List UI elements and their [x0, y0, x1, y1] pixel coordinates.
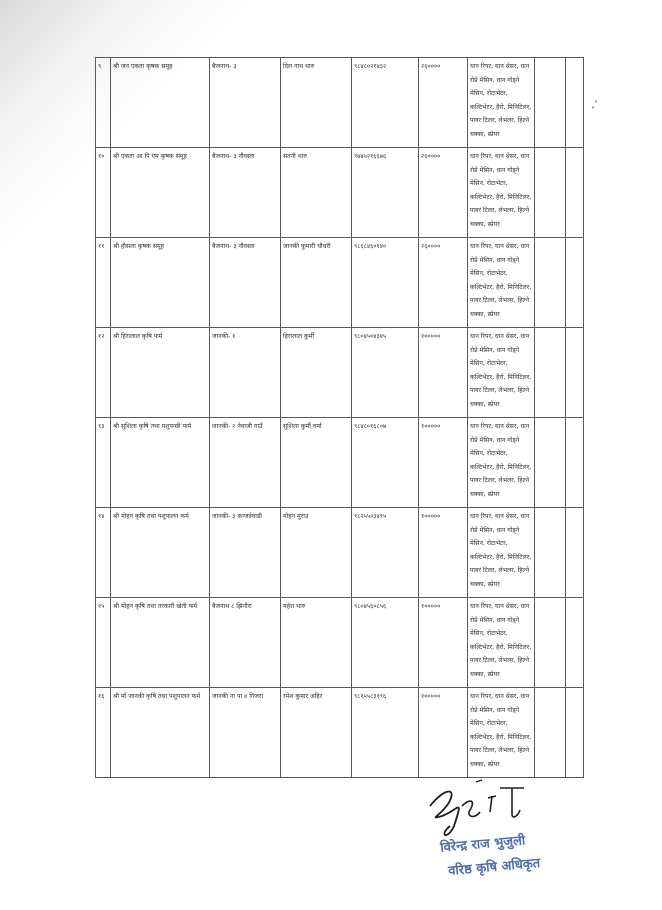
address-cell: बैजनाथ- ३ नौवस्ता [210, 148, 281, 238]
stray-mark: • [591, 104, 596, 112]
blank-cell [535, 148, 566, 238]
equipment-cell: धान रिपर, धान थ्रेसर, धान रोप्ने मेसिन, धान गोड्ने मेसिन, रोटाभेटर, कल्टिभेटर, हैरो, मिनिटिलर, पावर टिलर, लेभलर, हिल्ने चक्का, स्प्रेयर [468, 58, 535, 148]
stamp-title: वरिष्ठ कृषि अधिकृत [447, 856, 541, 879]
group-name-cell: श्री जन एकता कृषक समूह [111, 58, 210, 148]
contact-person-cell: सतनी थारु [281, 148, 352, 238]
beneficiary-table [95, 57, 584, 778]
table-row [96, 148, 584, 238]
address-cell: जानकी- १ [210, 328, 281, 418]
blank-cell [535, 238, 566, 328]
table-row [96, 418, 584, 508]
contact-person-cell: हिरालाल कुर्मी [281, 328, 352, 418]
equipment-cell: धान रिपर, धान थ्रेसर, धान रोप्ने मेसिन, धान गोड्ने मेसिन, रोटाभेटर, कल्टिभेटर, हैरो, मिनिटिलर, पावर टिलर, लेभलर, हिल्ने चक्का, स्प्रेयर [468, 238, 535, 328]
address-cell: बैजनाथ- ३ [210, 58, 281, 148]
group-name-cell: श्री एकता आ पि एम कृषक समूह [111, 148, 210, 238]
serial-number-cell: १४ [96, 508, 111, 598]
equipment-cell: धान रिपर, धान थ्रेसर, धान रोप्ने मेसिन, धान गोड्ने मेसिन, रोटाभेटर, कल्टिभेटर, हैरो, मिनिटिलर, पावर टिलर, लेभलर, हिल्ने चक्का, स्प्रेयर [468, 508, 535, 598]
serial-number-cell: ११ [96, 238, 111, 328]
serial-number-cell: ९ [96, 58, 111, 148]
table-row [96, 328, 584, 418]
blank-cell [566, 148, 584, 238]
equipment-cell: धान रिपर, धान थ्रेसर, धान रोप्ने मेसिन, धान गोड्ने मेसिन, रोटाभेटर, कल्टिभेटर, हैरो, मिनिटिलर, पावर टिलर, लेभलर, हिल्ने चक्का, स्प्रेयर [468, 598, 535, 688]
contact-person-cell: महेश थारु [281, 598, 352, 688]
blank-cell [566, 238, 584, 328]
blank-cell [535, 328, 566, 418]
phone-cell: ९८४८०२१४३२ [352, 58, 419, 148]
address-cell: जानकी- २ नेवाजी गाउँ [210, 418, 281, 508]
amount-cell: १००००० [419, 328, 468, 418]
amount-cell: १००००० [419, 598, 468, 688]
group-name-cell: श्री माँ जानकी कृषि तथा पशुपालन फर्म [111, 688, 210, 778]
blank-cell [566, 688, 584, 778]
blank-cell [566, 328, 584, 418]
blank-cell [566, 508, 584, 598]
blank-cell [535, 418, 566, 508]
contact-person-cell: रमेश कुमार अहिर [281, 688, 352, 778]
phone-cell: ९७४५२१६६७६ [352, 148, 419, 238]
group-name-cell: श्री हिरालाल कृषि फर्म [111, 328, 210, 418]
contact-person-cell: दिल नाथ थारु [281, 58, 352, 148]
group-name-cell: श्री मोहन कृषि तथा तरकारी खेती फर्म [111, 598, 210, 688]
equipment-cell: धान रिपर, धान थ्रेसर, धान रोप्ने मेसिन, धान गोड्ने मेसिन, रोटाभेटर, कल्टिभेटर, हैरो, मिनिटिलर, पावर टिलर, लेभलर, हिल्ने चक्का, स्प्रेयर [468, 418, 535, 508]
address-cell: बैजनाथ ८ झिनौरा [210, 598, 281, 688]
equipment-cell: धान रिपर, धान थ्रेसर, धान रोप्ने मेसिन, धान गोड्ने मेसिन, रोटाभेटर, कल्टिभेटर, हैरो, मिनिटिलर, पावर टिलर, लेभलर, हिल्ने चक्का, स्प्रेयर [468, 148, 535, 238]
address-cell: जानकी- ३ कन्जडेवाडी [210, 508, 281, 598]
amount-cell: २६०००० [419, 58, 468, 148]
serial-number-cell: १५ [96, 598, 111, 688]
table-row [96, 238, 584, 328]
amount-cell: २६०००० [419, 148, 468, 238]
serial-number-cell: १६ [96, 688, 111, 778]
table-row [96, 688, 584, 778]
equipment-cell: धान रिपर, धान थ्रेसर, धान रोप्ने मेसिन, धान गोड्ने मेसिन, रोटाभेटर, कल्टिभेटर, हैरो, मिनिटिलर, पावर टिलर, लेभलर, हिल्ने चक्का, स्प्रेयर [468, 688, 535, 778]
blank-cell [566, 598, 584, 688]
blank-cell [535, 598, 566, 688]
table-row [96, 598, 584, 688]
phone-cell: ९८०४५०४३४५ [352, 328, 419, 418]
blank-cell [566, 418, 584, 508]
blank-cell [535, 508, 566, 598]
phone-cell: ९८२५५०३४९५ [352, 508, 419, 598]
table-row [96, 508, 584, 598]
phone-cell: ९८४८०१६८०७ [352, 418, 419, 508]
phone-cell: ९८६८४६०१४० [352, 238, 419, 328]
blank-cell [535, 58, 566, 148]
amount-cell: २६०००० [419, 238, 468, 328]
contact-person-cell: मोहन मुराउ [281, 508, 352, 598]
table-row [96, 58, 584, 148]
blank-cell [566, 58, 584, 148]
amount-cell: १००००० [419, 688, 468, 778]
equipment-cell: धान रिपर, धान थ्रेसर, धान रोप्ने मेसिन, धान गोड्ने मेसिन, रोटाभेटर, कल्टिभेटर, हैरो, मिनिटिलर, पावर टिलर, लेभलर, हिल्ने चक्का, स्प्रेयर [468, 328, 535, 418]
serial-number-cell: १२ [96, 328, 111, 418]
group-name-cell: श्री मोहन कृषि तथा पशुपालन फर्म [111, 508, 210, 598]
address-cell: बैजनाथ- ३ नौवस्ता [210, 238, 281, 328]
stray-mark: • [594, 98, 599, 106]
blank-cell [535, 688, 566, 778]
amount-cell: १००००० [419, 418, 468, 508]
contact-person-cell: सुशिला कुर्मी वर्मा [281, 418, 352, 508]
phone-cell: ९८०४५६०८५६ [352, 598, 419, 688]
group-name-cell: श्री सुशिला कृषि तथा पशुपन्छी फर्म [111, 418, 210, 508]
contact-person-cell: जानकी कुमारी चौधरी [281, 238, 352, 328]
address-cell: जानकी ना पा ४ गिजरा [210, 688, 281, 778]
serial-number-cell: १० [96, 148, 111, 238]
serial-number-cell: १३ [96, 418, 111, 508]
stamp-name: विरेन्द्र राज भुजुली [439, 833, 526, 856]
phone-cell: ९८१५५८३१९६ [352, 688, 419, 778]
amount-cell: १००००० [419, 508, 468, 598]
group-name-cell: श्री हौसला कृषक समूह [111, 238, 210, 328]
